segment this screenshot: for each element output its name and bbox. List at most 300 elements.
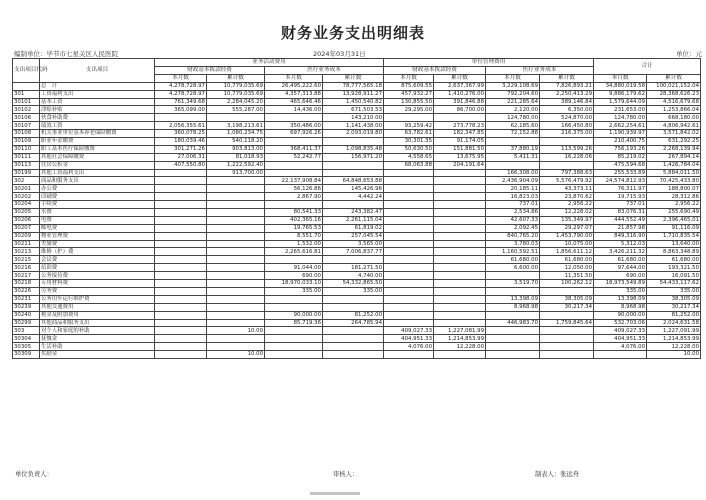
table-row xyxy=(13,303,701,311)
cell-value: 91,116.09 xyxy=(647,224,701,232)
cell-value xyxy=(323,201,384,209)
cell-value: 85,719.36 xyxy=(265,319,323,327)
table-row xyxy=(13,287,701,295)
cell-value: 1,253,866.04 xyxy=(647,106,701,114)
cell-value xyxy=(155,169,207,177)
cell-value: 255,690.49 xyxy=(647,209,701,217)
cell-value xyxy=(540,138,594,146)
cell-value: 13,398.09 xyxy=(594,295,647,303)
table-row xyxy=(13,335,701,343)
cell-value: 444,552.49 xyxy=(594,216,647,224)
cell-value: 28,312.86 xyxy=(647,193,701,201)
cell-name: 办公费 xyxy=(40,185,155,193)
cell-value: 100,262.12 xyxy=(540,280,594,288)
cell-value xyxy=(384,224,434,232)
cell-value: 1,141,438.00 xyxy=(323,122,384,130)
cell-value: 78,777,565.18 xyxy=(323,82,384,90)
header-acc: 累计数 xyxy=(207,74,265,82)
cell-value xyxy=(207,177,265,185)
cell-value: 81,252.00 xyxy=(647,311,701,319)
cell-value xyxy=(155,272,207,280)
cell-value: 85,219.02 xyxy=(594,153,647,161)
cell-name: 电费 xyxy=(40,216,155,224)
table-row xyxy=(13,177,701,185)
cell-value xyxy=(265,201,323,209)
cell-value xyxy=(155,224,207,232)
table-row xyxy=(13,209,701,217)
cell-value xyxy=(384,248,434,256)
cell-value xyxy=(384,240,434,248)
cell-value xyxy=(434,351,486,359)
cell-value: 668,180.00 xyxy=(647,114,701,122)
cell-value: 797,388.63 xyxy=(540,169,594,177)
cell-value: 9,886,179.62 xyxy=(594,90,647,98)
cell-value: 913,700.00 xyxy=(207,169,265,177)
cell-value: 231,653.00 xyxy=(594,106,647,114)
table-row xyxy=(13,201,701,209)
cell-value: 91,174.05 xyxy=(434,138,486,146)
cell-value xyxy=(265,169,323,177)
cell-value: 690.00 xyxy=(265,272,323,280)
cell-code: 30209 xyxy=(13,232,40,240)
cell-value: 7,006,837.77 xyxy=(323,248,384,256)
cell-value: 8,551.70 xyxy=(265,232,323,240)
cell-value: 756,193.26 xyxy=(594,145,647,153)
cell-value xyxy=(207,311,265,319)
cell-value xyxy=(323,335,384,343)
cell-value xyxy=(207,248,265,256)
footer-maker: 制表人：张远舟 xyxy=(535,471,580,478)
cell-code: 30101 xyxy=(13,98,40,106)
cell-value xyxy=(155,335,207,343)
table-row xyxy=(13,248,701,256)
cell-code: 30213 xyxy=(13,248,40,256)
cell-value: 70,425,433.80 xyxy=(647,177,701,185)
cell-value: 840,765.20 xyxy=(486,232,540,240)
cell-value xyxy=(265,161,323,169)
cell-value xyxy=(434,311,486,319)
cell-value xyxy=(207,303,265,311)
cell-value xyxy=(486,138,540,146)
cell-code: 302 xyxy=(13,177,40,185)
cell-value: 1,222,592.40 xyxy=(207,161,265,169)
cell-value xyxy=(323,138,384,146)
cell-code: 30207 xyxy=(13,224,40,232)
cell-value: 13,398.09 xyxy=(486,295,540,303)
table-row xyxy=(13,145,701,153)
cell-value: 56,126.86 xyxy=(265,185,323,193)
cell-value: 145,426.96 xyxy=(323,185,384,193)
cell-code: 30199 xyxy=(13,169,40,177)
cell-value xyxy=(207,224,265,232)
cell-code: 30109 xyxy=(13,138,40,146)
cell-value: 4,278,728.97 xyxy=(155,90,207,98)
cell-value: 555,287.00 xyxy=(207,106,265,114)
cell-value xyxy=(323,343,384,351)
cell-value xyxy=(384,351,434,359)
cell-value xyxy=(207,272,265,280)
table-row xyxy=(13,161,701,169)
cell-value: 4,076.00 xyxy=(384,343,434,351)
cell-value: 8,968.98 xyxy=(594,303,647,311)
cell-value: 216,375.00 xyxy=(540,130,594,138)
cell-value: 23,870.62 xyxy=(540,193,594,201)
cell-value: 1,160,592.51 xyxy=(486,248,540,256)
cell-code: 30304 xyxy=(13,335,40,343)
cell-code: 303 xyxy=(13,327,40,335)
cell-value xyxy=(207,335,265,343)
cell-value xyxy=(207,201,265,209)
cell-value: 30,301.35 xyxy=(384,138,434,146)
cell-code: 30309 xyxy=(13,351,40,359)
cell-value: 389,146.84 xyxy=(540,98,594,106)
cell-value xyxy=(323,161,384,169)
cell-code: 30211 xyxy=(13,240,40,248)
cell-name: 专用材料费 xyxy=(40,280,155,288)
cell-value: 42,607.33 xyxy=(486,216,540,224)
cell-name: 物业管理费 xyxy=(40,232,155,240)
cell-value xyxy=(207,256,265,264)
cell-value: 2,120.00 xyxy=(486,106,540,114)
cell-name: 奖励金 xyxy=(40,351,155,359)
cell-value: 61,819.02 xyxy=(323,224,384,232)
cell-value xyxy=(486,287,540,295)
cell-value xyxy=(207,232,265,240)
cell-value: 1,579,644.09 xyxy=(594,98,647,106)
cell-value: 188,800.07 xyxy=(647,185,701,193)
cell-value: 34,880,019.58 xyxy=(594,82,647,90)
header-cur: 本月数 xyxy=(486,74,540,82)
cell-value xyxy=(155,264,207,272)
header-acc: 累计数 xyxy=(540,74,594,82)
cell-value: 12,228.00 xyxy=(434,343,486,351)
cell-value: 156,971.20 xyxy=(323,153,384,161)
cell-value xyxy=(434,216,486,224)
cell-name: 生活补助 xyxy=(40,343,155,351)
cell-value: 28,368,626.23 xyxy=(647,90,701,98)
cell-value: 13,928,911.27 xyxy=(323,90,384,98)
header-g1-fiscal: 财政基本拨款经费 xyxy=(155,67,265,75)
cell-value: 402,365.16 xyxy=(265,216,323,224)
cell-code: 30218 xyxy=(13,280,40,288)
cell-value xyxy=(434,169,486,177)
cell-value xyxy=(434,280,486,288)
cell-value: 27,006.31 xyxy=(155,153,207,161)
table-row xyxy=(13,264,701,272)
cell-value: 1,214,853.99 xyxy=(434,335,486,343)
cell-value: 10.00 xyxy=(647,351,701,359)
header-g2-medical: 医疗业务成本 xyxy=(486,67,594,75)
cell-value xyxy=(155,280,207,288)
cell-name: 职工基本医疗保险缴费 xyxy=(40,145,155,153)
cell-value: 29,295.00 xyxy=(384,106,434,114)
cell-value xyxy=(207,280,265,288)
cell-value: 54,433,117.62 xyxy=(647,280,701,288)
table-row xyxy=(13,114,701,122)
cell-value: 2,093,019.80 xyxy=(323,130,384,138)
cell-value: 63,782.61 xyxy=(384,130,434,138)
cell-value: 61,680.00 xyxy=(594,256,647,264)
cell-value: 11,351.50 xyxy=(540,272,594,280)
cell-value xyxy=(207,193,265,201)
cell-value xyxy=(155,287,207,295)
cell-value xyxy=(540,343,594,351)
header-cur: 本月数 xyxy=(265,74,323,82)
cell-value xyxy=(486,343,540,351)
cell-value: 5,884,011.50 xyxy=(647,169,701,177)
scan-mark xyxy=(310,492,360,495)
cell-value: 671,503.53 xyxy=(323,106,384,114)
cell-value xyxy=(265,343,323,351)
cell-value: 4,357,313.88 xyxy=(265,90,323,98)
cell-value: 2,662,254.61 xyxy=(594,122,647,130)
cell-value: 3,565.00 xyxy=(323,240,384,248)
header-g2-fiscal: 财政基本拨款经费 xyxy=(384,67,486,75)
cell-value xyxy=(207,264,265,272)
table-row xyxy=(13,106,701,114)
cell-value: 875,609.55 xyxy=(384,82,434,90)
cell-value: 3,426,211.32 xyxy=(594,248,647,256)
cell-name: 税金及附加费用 xyxy=(40,311,155,319)
cell-value: 83,076.31 xyxy=(594,209,647,217)
cell-value xyxy=(155,343,207,351)
cell-value: 8,863,348.89 xyxy=(647,248,701,256)
report-date: 2024年03月31日 xyxy=(313,50,366,58)
cell-value xyxy=(155,209,207,217)
cell-value: 350,486.00 xyxy=(265,122,323,130)
cell-value: 38,305.09 xyxy=(647,295,701,303)
header-cur: 本月数 xyxy=(594,74,647,82)
cell-name: 培训费 xyxy=(40,264,155,272)
cell-value xyxy=(434,177,486,185)
cell-value: 4,806,942.61 xyxy=(647,122,701,130)
header-name: 支出项目 xyxy=(40,59,155,83)
cell-value: 3,198,213.61 xyxy=(207,122,265,130)
cell-value: 4,278,728.97 xyxy=(155,82,207,90)
cell-value xyxy=(384,232,434,240)
cell-value xyxy=(434,201,486,209)
cell-name: 其他商品和服务支出 xyxy=(40,319,155,327)
cell-value xyxy=(434,114,486,122)
table-row xyxy=(13,122,701,130)
cell-code: 30108 xyxy=(13,130,40,138)
cell-value xyxy=(384,319,434,327)
cell-value xyxy=(540,161,594,169)
cell-code: 30107 xyxy=(13,122,40,130)
cell-value xyxy=(434,319,486,327)
cell-value xyxy=(155,232,207,240)
cell-value: 690.00 xyxy=(594,272,647,280)
cell-value xyxy=(384,256,434,264)
footer-lead: 单位负责人： xyxy=(15,471,53,478)
cell-code: 30202 xyxy=(13,193,40,201)
cell-value xyxy=(265,327,323,335)
cell-value: 1,080,234.75 xyxy=(207,130,265,138)
cell-value: 113,599.26 xyxy=(540,145,594,153)
cell-value xyxy=(207,114,265,122)
cell-value xyxy=(265,138,323,146)
cell-code: 30216 xyxy=(13,264,40,272)
cell-value: 181,271.50 xyxy=(323,264,384,272)
cell-value: 10.00 xyxy=(207,327,265,335)
cell-value: 221,285.64 xyxy=(486,98,540,106)
cell-code: 30106 xyxy=(13,114,40,122)
cell-value: 19,715.93 xyxy=(594,193,647,201)
table-row xyxy=(13,295,701,303)
table-row xyxy=(13,130,701,138)
table-row xyxy=(13,327,701,335)
cell-code: 30215 xyxy=(13,256,40,264)
table-row xyxy=(13,185,701,193)
cell-value xyxy=(155,256,207,264)
cell-value xyxy=(434,256,486,264)
cell-value: 2,024,631.58 xyxy=(647,319,701,327)
cell-code: 30204 xyxy=(13,201,40,209)
cell-name: 其他社会保障缴费 xyxy=(40,153,155,161)
cell-value: 849,316.90 xyxy=(594,232,647,240)
cell-value xyxy=(434,232,486,240)
cell-name: 公务用车运行维护费 xyxy=(40,295,155,303)
table-row xyxy=(13,272,701,280)
cell-value: 61,680.00 xyxy=(486,256,540,264)
cell-value: 37,880.19 xyxy=(486,145,540,153)
cell-value: 61,680.00 xyxy=(540,256,594,264)
cell-value xyxy=(323,295,384,303)
cell-value: 91,044.00 xyxy=(265,264,323,272)
cell-value: 124,780.00 xyxy=(594,114,647,122)
footer-auditor: 审核人： xyxy=(333,471,359,478)
cell-value: 166,450.80 xyxy=(540,122,594,130)
cell-value: 264,785.94 xyxy=(323,319,384,327)
cell-code: 30226 xyxy=(13,287,40,295)
cell-value: 5,411.31 xyxy=(486,153,540,161)
cell-value xyxy=(434,287,486,295)
table-row xyxy=(13,256,701,264)
cell-value: 18,970,033.10 xyxy=(265,280,323,288)
cell-value: 124,780.00 xyxy=(486,114,540,122)
header-business: 业务活动费用 xyxy=(155,59,384,67)
cell-value xyxy=(434,264,486,272)
cell-name: 职业年金缴费 xyxy=(40,138,155,146)
cell-value: 3,519.70 xyxy=(486,280,540,288)
cell-name: 印刷费 xyxy=(40,193,155,201)
cell-value xyxy=(155,248,207,256)
cell-value xyxy=(540,335,594,343)
cell-value: 4,076.00 xyxy=(594,343,647,351)
cell-value: 12,228.00 xyxy=(647,343,701,351)
cell-value: 1,426,784.04 xyxy=(647,161,701,169)
cell-value: 335.00 xyxy=(323,287,384,295)
cell-code: 30110 xyxy=(13,145,40,153)
header-code: 支出项目代码 xyxy=(13,59,40,83)
cell-value: 10.00 xyxy=(207,351,265,359)
cell-name: 其他工资福利支出 xyxy=(40,169,155,177)
cell-value xyxy=(323,303,384,311)
cell-value: 2,056,355.61 xyxy=(155,122,207,130)
cell-value: 38,305.09 xyxy=(540,295,594,303)
cell-value xyxy=(434,248,486,256)
cell-value xyxy=(265,351,323,359)
cell-value: 737.01 xyxy=(594,201,647,209)
cell-name: 水费 xyxy=(40,209,155,217)
cell-value: 2,534.86 xyxy=(486,209,540,217)
cell-value xyxy=(486,327,540,335)
cell-value: 761,349.68 xyxy=(155,98,207,106)
table-row xyxy=(13,224,701,232)
cell-code: 30205 xyxy=(13,209,40,217)
cell-value: 2,956.22 xyxy=(540,201,594,209)
cell-value xyxy=(434,209,486,217)
cell-value xyxy=(434,303,486,311)
cell-value xyxy=(594,351,647,359)
cell-value xyxy=(384,201,434,209)
cell-value: 255,533.89 xyxy=(594,169,647,177)
cell-value: 335.00 xyxy=(647,287,701,295)
cell-value: 3,229,108.69 xyxy=(486,82,540,90)
cell-value: 7,826,893.21 xyxy=(540,82,594,90)
cell-value: 19,765.53 xyxy=(265,224,323,232)
cell-name: 伙食补助费 xyxy=(40,114,155,122)
cell-value: 20,185.11 xyxy=(486,185,540,193)
cell-value: 54,332,865.50 xyxy=(323,280,384,288)
cell-value xyxy=(323,327,384,335)
table-row xyxy=(13,138,701,146)
cell-value: 1,227,091.99 xyxy=(647,327,701,335)
cell-value xyxy=(155,295,207,303)
cell-value: 391,846.88 xyxy=(434,98,486,106)
cell-value xyxy=(486,311,540,319)
cell-code: 30239 xyxy=(13,303,40,311)
cell-value xyxy=(434,224,486,232)
cell-value: 2,637,367.99 xyxy=(434,82,486,90)
cell-name: 住房公积金 xyxy=(40,161,155,169)
cell-value xyxy=(384,169,434,177)
cell-value xyxy=(207,295,265,303)
cell-name: 维修（护）费 xyxy=(40,248,155,256)
cell-code: 30299 xyxy=(13,319,40,327)
table-row xyxy=(13,343,701,351)
table-row xyxy=(13,240,701,248)
cell-value: 30,217.34 xyxy=(647,303,701,311)
cell-value: 2,250,413.29 xyxy=(540,90,594,98)
cell-value: 6,600.00 xyxy=(486,264,540,272)
cell-name: 手续费 xyxy=(40,201,155,209)
header-acc: 累计数 xyxy=(647,74,701,82)
cell-value xyxy=(384,272,434,280)
cell-value xyxy=(384,295,434,303)
expense-table xyxy=(12,58,701,359)
cell-value: 1,453,790.00 xyxy=(540,232,594,240)
cell-value: 182,347.85 xyxy=(434,130,486,138)
cell-value: 10,779,035.69 xyxy=(207,90,265,98)
cell-name: 对个人和家庭的补助 xyxy=(40,327,155,335)
cell-value: 86,700.00 xyxy=(434,106,486,114)
cell-value: 72,152.88 xyxy=(486,130,540,138)
cell-code: 30206 xyxy=(13,216,40,224)
cell-value xyxy=(155,327,207,335)
cell-value xyxy=(155,216,207,224)
cell-value: 204,191.64 xyxy=(434,161,486,169)
cell-value: 631,292.25 xyxy=(647,138,701,146)
cell-value: 100,021,152.04 xyxy=(647,82,701,90)
header-cur: 本月数 xyxy=(384,74,434,82)
cell-value: 1,759,845.64 xyxy=(540,319,594,327)
cell-value: 64,848,653.88 xyxy=(323,177,384,185)
cell-value: 68,063.88 xyxy=(384,161,434,169)
cell-value: 18,973,549.89 xyxy=(594,280,647,288)
cell-value xyxy=(384,287,434,295)
cell-value: 180,039.46 xyxy=(155,138,207,146)
